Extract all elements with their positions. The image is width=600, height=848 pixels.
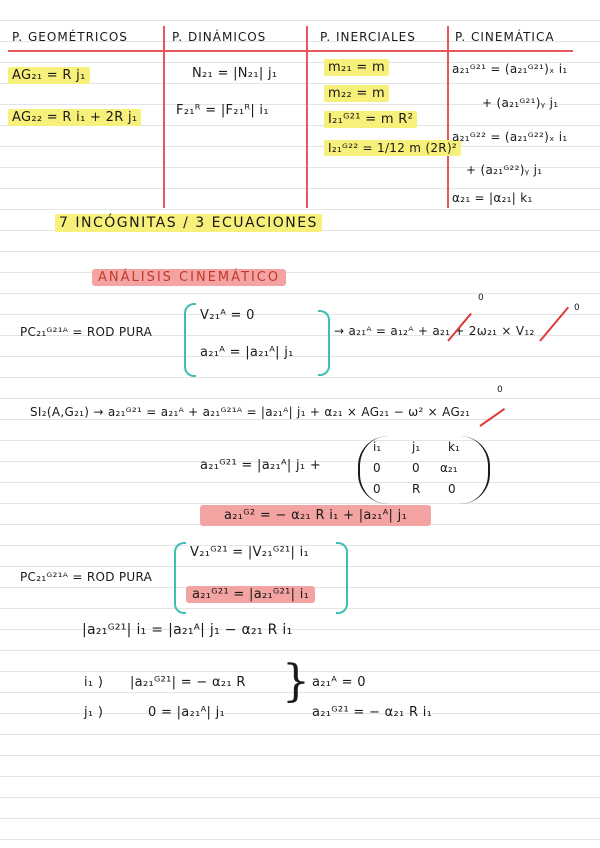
header-geometric: P. GEOMÉTRICOS [12,30,128,44]
component-equation: |a₂₁ᴳ²¹| i₁ = |a₂₁ᴬ| j₁ − α₂₁ R i₁ [82,622,293,638]
matrix-cell: j₁ [412,440,421,454]
table-divider-2 [306,26,308,208]
matrix-cell: i₁ [373,440,382,454]
matrix-cell: k₁ [448,440,460,454]
table-divider-1 [163,26,165,208]
kinematic-item: a₂₁ᴳ²² = (a₂₁ᴳ²²)ₓ i₁ [452,130,568,144]
system-i-equation: |a₂₁ᴳ²¹| = − α₂₁ R [130,675,246,690]
matrix-cell: 0 [373,461,381,475]
pc2-label: PC₂₁ᴳ²¹ᴬ = ROD PURA [20,570,153,584]
si2-vector-lhs: a₂₁ᴳ²¹ = |a₂₁ᴬ| j₁ + [200,458,322,473]
matrix-cell: 0 [448,482,456,496]
inertial-item: I₂₁ᴳ²¹ = m R² [324,112,417,127]
system-result-1: a₂₁ᴬ = 0 [312,675,366,690]
pc1-velocity: V₂₁ᴬ = 0 [200,308,255,323]
pc1-brace-left [184,303,196,377]
geometric-item: AG₂₂ = R i₁ + 2R j₁ [8,110,141,125]
unknowns-summary: 7 INCÓGNITAS / 3 ECUACIONES [55,215,322,231]
zero-marker: 0 [574,303,581,313]
kinematic-item: α₂₁ = |α₂₁| k₁ [452,191,533,205]
kinematic-item: a₂₁ᴳ²¹ = (a₂₁ᴳ²¹)ₓ i₁ [452,62,568,76]
strike-through [479,408,505,427]
dynamic-item: F₂₁ᴿ = |F₂₁ᴿ| i₁ [176,103,269,118]
table-divider-3 [447,26,449,208]
system-result-2: a₂₁ᴳ²¹ = − α₂₁ R i₁ [312,705,433,720]
matrix-cell: 0 [373,482,381,496]
dynamic-item: N₂₁ = |N₂₁| j₁ [192,66,278,81]
pc1-brace-right [318,310,330,376]
pc2-velocity: V₂₁ᴳ²¹ = |V₂₁ᴳ²¹| i₁ [190,545,310,560]
system-j-label: j₁ ) [84,705,104,720]
header-kinematic: P. CINEMÁTICA [455,30,555,44]
table-header-line [8,50,573,52]
zero-marker: 0 [478,293,485,303]
inertial-item: m₂₁ = m [324,60,389,75]
system-brace: } [282,656,311,707]
matrix-cell: R [412,482,421,496]
pc2-brace-right [336,542,348,614]
system-i-label: i₁ ) [84,675,104,690]
inertial-item: I₂₁ᴳ²² = 1/12 m (2R)² [324,141,461,155]
matrix-cell: α₂₁ [440,461,458,475]
strike-through [539,307,569,342]
pc1-acceleration: a₂₁ᴬ = |a₂₁ᴬ| j₁ [200,345,294,360]
inertial-item: m₂₂ = m [324,86,389,101]
kinematic-item: + (a₂₁ᴳ²¹)ᵧ j₁ [482,96,559,110]
pc2-brace-left [174,542,186,614]
pc1-label: PC₂₁ᴳ²¹ᴬ = ROD PURA [20,325,153,339]
system-j-equation: 0 = |a₂₁ᴬ| j₁ [148,705,226,720]
si2-equation: SI₂(A,G₂₁) → a₂₁ᴳ²¹ = a₂₁ᴬ + a₂₁ᴳ²¹ᴬ = |a₂₁ᴬ| j₁ + α₂₁ × AG₂₁ − ω² × AG₂₁ [30,405,471,419]
si2-result: a₂₁ᴳ² = − α₂₁ R i₁ + |a₂₁ᴬ| j₁ [200,508,431,523]
pc2-acceleration: a₂₁ᴳ²¹ = |a₂₁ᴳ²¹| i₁ [186,587,315,602]
pc1-result: → a₂₁ᴬ = a₁₂ᴬ + a₂₁ + 2ω₂₁ × V₁₂ [334,324,535,338]
matrix-cell: 0 [412,461,420,475]
section-title: ANÁLISIS CINEMÁTICO [92,270,286,285]
kinematic-item: + (a₂₁ᴳ²²)ᵧ j₁ [466,163,543,177]
header-dynamic: P. DINÁMICOS [172,30,267,44]
geometric-item: AG₂₁ = R j₁ [8,68,90,83]
zero-marker: 0 [497,385,504,395]
header-inertial: P. INERCIALES [320,30,416,44]
